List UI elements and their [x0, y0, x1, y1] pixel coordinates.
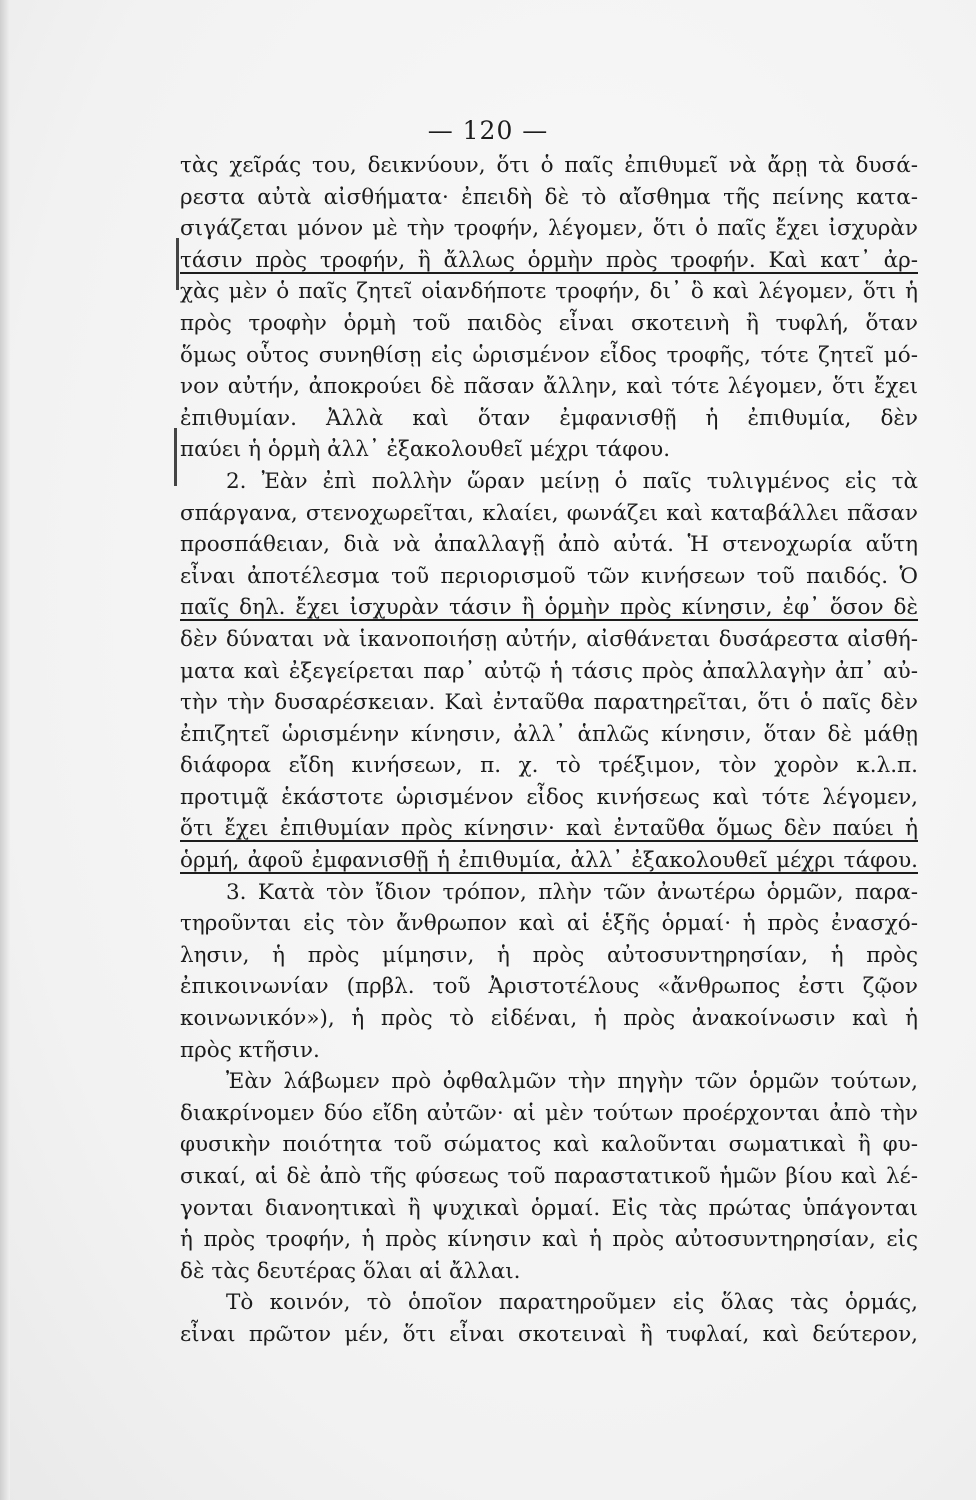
text-line: 2. Ἐὰν ἐπὶ πολλὴν ὥραν μείνῃ ὁ παῖς τυλιγμένος εἰς τὰ	[226, 468, 918, 494]
text-line: ἐπιζητεῖ ὡρισμένην κίνησιν, ἀλλ᾽ ἁπλῶς κίνησιν, ὅταν δὲ μάθῃ	[180, 721, 918, 747]
text-line: χὰς μὲν ὁ παῖς ζητεῖ οἱανδήποτε τροφήν, δι᾽ ὃ καὶ λέγομεν, ὅτι ἡ	[180, 279, 918, 305]
text-line: ματα καὶ ἐξεγείρεται παρ᾽ αὐτῷ ἡ τάσις πρὸς ἀπαλλαγὴν ἀπ᾽ αὐ-	[180, 658, 918, 684]
text-line: λησιν, ἡ πρὸς μίμησιν, ἡ πρὸς αὐτοσυντηρησίαν, ἡ πρὸς	[180, 942, 918, 968]
text-line: προτιμᾷ ἑκάστοτε ὡρισμένον εἶδος κινήσεως καὶ τότε λέγομεν,	[180, 784, 918, 810]
text-line: τὴν τὴν δυσαρέσκειαν. Καὶ ἐνταῦθα παρατηρεῖται, ὅτι ὁ παῖς δὲν	[180, 690, 918, 716]
text-line: τάσιν πρὸς τροφήν, ἢ ἄλλως ὁρμὴν πρὸς τροφήν. Καὶ κατ᾽ ἀρ-	[180, 247, 918, 273]
text-line: προσπάθειαν, διὰ νὰ ἀπαλλαγῇ ἀπὸ αὐτά. Ἡ στενοχωρία αὕτη	[180, 532, 918, 558]
text-line: πρὸς κτῆσιν.	[180, 1037, 320, 1063]
text-line: παῖς δηλ. ἔχει ἰσχυρὰν τάσιν ἢ ὁρμὴν πρὸς κίνησιν, ἐφ᾽ ὅσον δὲ	[180, 595, 918, 621]
text-line: παύει ἡ ὁρμὴ ἀλλ᾽ ἐξακολουθεῖ μέχρι τάφου.	[180, 437, 671, 463]
text-line: Τὸ κοινόν, τὸ ὁποῖον παρατηροῦμεν εἰς ὅλας τὰς ὁρμάς,	[226, 1290, 918, 1316]
page-edge-shadow	[0, 0, 10, 1500]
text-line: σπάργανα, στενοχωρεῖται, κλαίει, φωνάζει καὶ καταβάλλει πᾶσαν	[180, 500, 918, 526]
text-line: δὲ τὰς δευτέρας ὅλαι αἱ ἄλλαι.	[180, 1258, 521, 1284]
text-line: εἶναι ἀποτέλεσμα τοῦ περιορισμοῦ τῶν κινήσεων τοῦ παιδός. Ὁ	[180, 563, 918, 589]
text-line: 3. Κατὰ τὸν ἴδιον τρόπον, πλὴν τῶν ἀνωτέρω ὁρμῶν, παρα-	[226, 879, 918, 905]
text-line: ὅμως οὗτος συνηθίσῃ εἰς ὡρισμένον εἶδος τροφῆς, τότε ζητεῖ μό-	[180, 342, 918, 368]
text-line: τηροῦνται εἰς τὸν ἄνθρωπον καὶ αἱ ἑξῆς ὁρμαί· ἡ πρὸς ἐνασχό-	[180, 911, 918, 937]
text-line: νον αὐτήν, ἀποκρούει δὲ πᾶσαν ἄλλην, καὶ τότε λέγομεν, ὅτι ἔχει	[180, 374, 918, 400]
text-line: διάφορα εἴδη κινήσεων, π. χ. τὸ τρέξιμον, τὸν χορὸν κ.λ.π.	[180, 753, 918, 779]
page-number: — 120 —	[427, 116, 549, 145]
text-line: ἡ πρὸς τροφήν, ἡ πρὸς κίνησιν καὶ ἡ πρὸς αὐτοσυντηρησίαν, εἰς	[180, 1227, 918, 1253]
text-line: ἐπιθυμίαν. Ἀλλὰ καὶ ὅταν ἐμφανισθῇ ἡ ἐπιθυμία, δὲν	[180, 405, 918, 431]
text-line: τὰς χεῖράς του, δεικνύουν, ὅτι ὁ παῖς ἐπιθυμεῖ νὰ ἄρῃ τὰ δυσά-	[180, 153, 918, 178]
text-line: γονται διανοητικαὶ ἢ ψυχικαὶ ὁρμαί. Εἰς τὰς πρώτας ὑπάγονται	[180, 1195, 918, 1221]
text-line: σιγάζεται μόνον μὲ τὴν τροφήν, λέγομεν, ὅτι ὁ παῖς ἔχει ἰσχυρὰν	[180, 216, 918, 242]
margin-mark	[176, 238, 179, 290]
text-line: εἶναι πρῶτον μέν, ὅτι εἶναι σκοτειναὶ ἢ τυφλαί, καὶ δεύτερον,	[180, 1321, 918, 1347]
text-line: σικαί, αἱ δὲ ἀπὸ τῆς φύσεως τοῦ παραστατικοῦ ἡμῶν βίου καὶ λέ-	[180, 1164, 918, 1189]
text-line: κοινωνικόν»), ἡ πρὸς τὸ εἰδέναι, ἡ πρὸς ἀνακοίνωσιν καὶ ἡ	[180, 1006, 918, 1032]
text-line: ὅτι ἔχει ἐπιθυμίαν πρὸς κίνησιν· καὶ ἐνταῦθα ὅμως δὲν παύει ἡ	[180, 816, 918, 842]
text-line: πρὸς τροφὴν ὁρμὴ τοῦ παιδὸς εἶναι σκοτεινὴ ἢ τυφλή, ὅταν	[180, 310, 918, 336]
body-text	[180, 150, 918, 1351]
text-line: ἐπικοινωνίαν (πρβλ. τοῦ Ἀριστοτέλους «ἄνθρωπος ἐστι ζῷον	[180, 974, 918, 1000]
text-line: Ἐὰν λάβωμεν πρὸ ὀφθαλμῶν τὴν πηγὴν τῶν ὁρμῶν τούτων,	[226, 1069, 918, 1095]
text-line: φυσικὴν ποιότητα τοῦ σώματος καὶ καλοῦνται σωματικαὶ ἢ φυ-	[180, 1132, 918, 1158]
text-line: διακρίνομεν δύο εἴδη αὐτῶν· αἱ μὲν τούτων προέρχονται ἀπὸ τὴν	[180, 1100, 918, 1126]
text-line: δὲν δύναται νὰ ἱκανοποιήσῃ αὐτήν, αἰσθάνεται δυσάρεστα αἰσθή-	[180, 626, 918, 652]
margin-mark	[174, 428, 177, 486]
text-line: ὁρμή, ἀφοῦ ἐμφανισθῇ ἡ ἐπιθυμία, ἀλλ᾽ ἐξακολουθεῖ μέχρι τάφου.	[180, 848, 918, 874]
text-line: ρεστα αὐτὰ αἰσθήματα· ἐπειδὴ δὲ τὸ αἴσθημα τῆς πείνης κατα-	[180, 184, 918, 210]
